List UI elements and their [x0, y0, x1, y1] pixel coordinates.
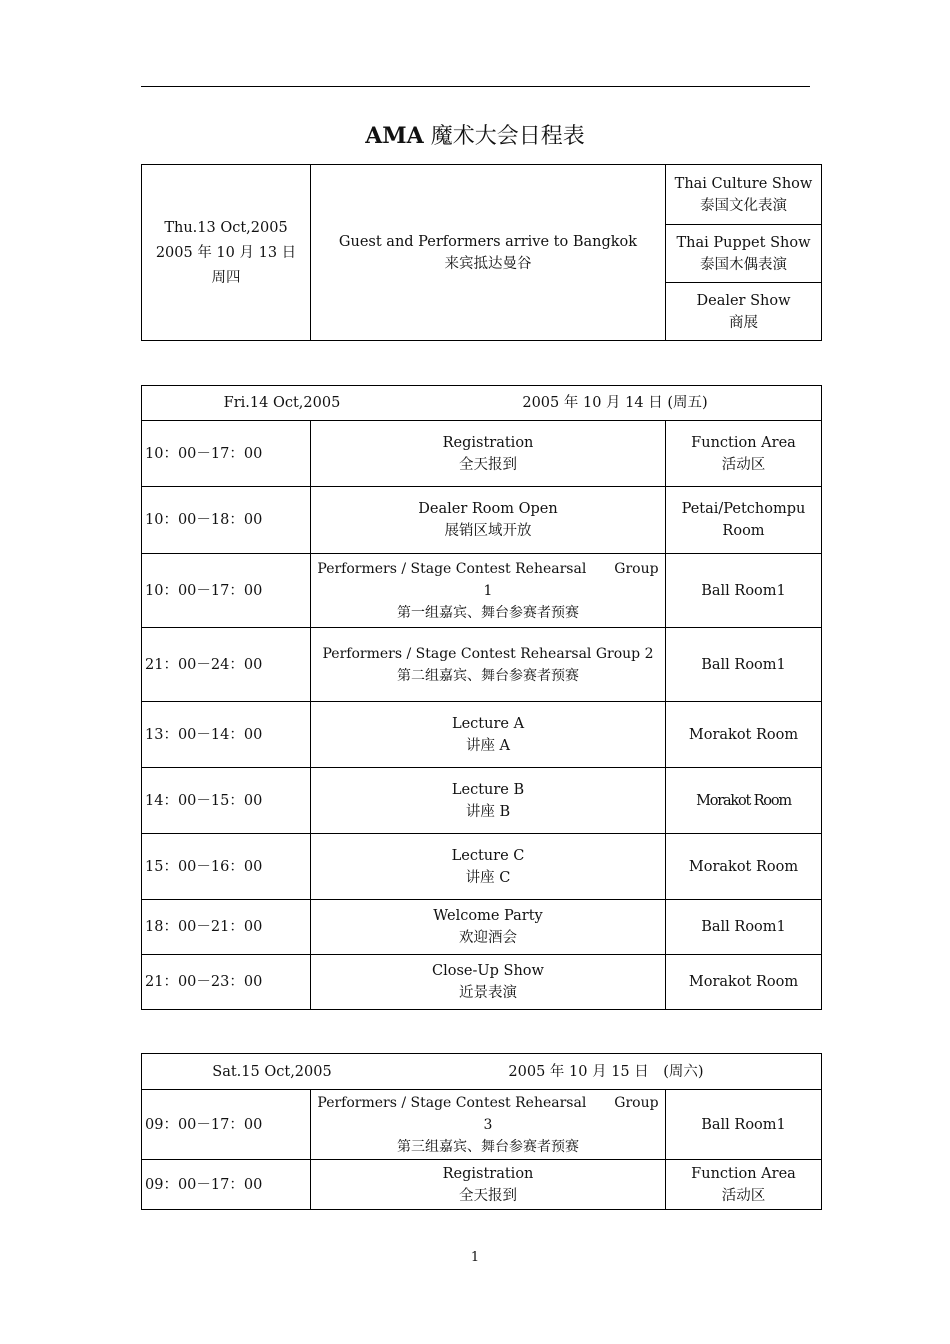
day1-weekday: 周四	[211, 269, 241, 286]
table-row	[142, 1090, 822, 1160]
location-line1: Petai/Petchompu	[681, 501, 806, 517]
event-cn: 展销区域开放	[444, 523, 532, 539]
event-cn: 讲座 C	[465, 869, 511, 886]
time-cell: 14：00－15：00	[142, 768, 311, 834]
table-row	[142, 955, 822, 1010]
header-rule	[141, 86, 810, 87]
event-en: Registration	[442, 1165, 534, 1182]
day3-date-en: Sat.15 Oct,2005	[212, 1063, 332, 1080]
show-cn: 泰国文化表演	[700, 197, 787, 214]
event-en: Welcome Party	[433, 908, 543, 924]
location-cell	[666, 554, 822, 628]
table-row	[142, 554, 822, 628]
show-en: Thai Puppet Show	[676, 234, 811, 251]
event-cell	[311, 768, 666, 834]
show-cn: 泰国木偶表演	[700, 256, 787, 273]
location-cell	[666, 421, 822, 487]
table-row	[142, 834, 822, 900]
time-cell: 09：00－17：00	[142, 1090, 311, 1160]
table-row	[142, 1160, 822, 1210]
table-row	[142, 900, 822, 955]
table-row	[142, 768, 822, 834]
location-cell	[666, 768, 822, 834]
day2-date-cn: 2005 年 10 月 14 日 (周五)	[522, 395, 708, 411]
location-line1: Function Area	[691, 434, 796, 451]
schedule-table-day3	[141, 1053, 822, 1210]
event-cell	[311, 955, 666, 1010]
event-en: Dealer Room Open	[418, 501, 558, 517]
event-en: Registration	[442, 434, 534, 451]
location-line1: Ball Room1	[701, 1116, 786, 1133]
event-cn: 近景表演	[459, 985, 517, 1001]
event-cell	[311, 554, 666, 628]
event-cell	[311, 702, 666, 768]
day3-date-cn: 2005 年 10 月 15 日 (周六)	[508, 1063, 704, 1080]
location-line1: Ball Room1	[701, 582, 786, 599]
event-en: Performers / Stage Contest Rehearsal Group 2	[322, 645, 654, 662]
event-cn: 第三组嘉宾、舞台参赛者预赛	[397, 1138, 579, 1155]
table-row	[142, 628, 822, 702]
location-line1: Ball Room1	[701, 919, 786, 935]
event-cell	[311, 900, 666, 955]
location-cell	[666, 834, 822, 900]
day1-event-cell	[311, 165, 666, 341]
event-en: Performers / Stage Contest Rehearsal Group 3	[317, 1094, 659, 1133]
event-cell	[311, 1160, 666, 1210]
location-line1: Morakot Room	[688, 974, 799, 990]
table-row	[142, 421, 822, 487]
page-title	[0, 119, 950, 150]
location-line2: 活动区	[721, 456, 766, 473]
day1-event-cn: 来宾抵达曼谷	[444, 255, 532, 272]
event-cell	[311, 834, 666, 900]
event-cell	[311, 487, 666, 554]
day1-event-en: Guest and Performers arrive to Bangkok	[338, 233, 638, 250]
event-en: Lecture C	[451, 847, 525, 864]
day1-date-cell	[142, 165, 311, 341]
show-en: Dealer Show	[696, 292, 791, 309]
event-cn: 全天报到	[459, 1187, 517, 1204]
show-cn: 商展	[729, 314, 758, 331]
location-line1: Morakot Room	[688, 858, 799, 875]
event-cn: 欢迎酒会	[459, 930, 517, 946]
page-number: 1	[470, 1250, 480, 1265]
time-cell: 09：00－17：00	[142, 1160, 311, 1210]
event-cn: 全天报到	[459, 456, 517, 473]
day1-show-cell	[666, 165, 822, 225]
time-cell: 18：00－21：00	[142, 900, 311, 955]
location-line1: Ball Room1	[701, 656, 786, 673]
location-cell	[666, 628, 822, 702]
location-line1: Morakot Room	[696, 792, 791, 809]
location-line2: Room	[722, 523, 765, 539]
event-en: Lecture B	[451, 781, 525, 798]
location-line1: Morakot Room	[688, 726, 799, 743]
day2-date-en: Fri.14 Oct,2005	[223, 395, 341, 411]
time-cell: 10：00－17：00	[142, 554, 311, 628]
table-row	[142, 487, 822, 554]
time-cell: 13：00－14：00	[142, 702, 311, 768]
location-cell	[666, 702, 822, 768]
location-cell	[666, 900, 822, 955]
location-cell	[666, 1160, 822, 1210]
time-cell: 15：00－16：00	[142, 834, 311, 900]
event-cn: 讲座 A	[465, 737, 511, 754]
event-en: Lecture A	[451, 715, 525, 732]
event-cell	[311, 628, 666, 702]
day1-date-en: Thu.13 Oct,2005	[164, 219, 288, 236]
schedule-table-day2	[141, 385, 822, 1010]
location-cell	[666, 955, 822, 1010]
location-line1: Function Area	[691, 1165, 796, 1182]
time-cell: 10：00－18：00	[142, 487, 311, 554]
event-cn: 讲座 B	[465, 803, 511, 820]
location-cell	[666, 1090, 822, 1160]
time-cell: 21：00－23：00	[142, 955, 311, 1010]
location-cell	[666, 487, 822, 554]
event-cell	[311, 421, 666, 487]
table-row	[142, 702, 822, 768]
show-en: Thai Culture Show	[674, 175, 813, 192]
location-line2: 活动区	[721, 1187, 766, 1204]
event-en: Close-Up Show	[432, 963, 544, 979]
schedule-table-day1	[141, 164, 822, 341]
event-cn: 第一组嘉宾、舞台参赛者预赛	[397, 604, 579, 621]
time-cell: 21：00－24：00	[142, 628, 311, 702]
day1-show-cell	[666, 283, 822, 341]
event-cn: 第二组嘉宾、舞台参赛者预赛	[397, 667, 579, 684]
day1-show-cell	[666, 225, 822, 283]
day1-date-cn: 2005 年 10 月 13 日	[155, 244, 297, 261]
title-cn: 魔术大会日程表	[430, 124, 585, 149]
event-cell	[311, 1090, 666, 1160]
day2-header	[142, 386, 822, 421]
event-en: Performers / Stage Contest Rehearsal Group 1	[317, 560, 659, 599]
title-en: AMA	[365, 123, 424, 149]
day3-header	[142, 1054, 822, 1090]
time-cell: 10：00－17：00	[142, 421, 311, 487]
